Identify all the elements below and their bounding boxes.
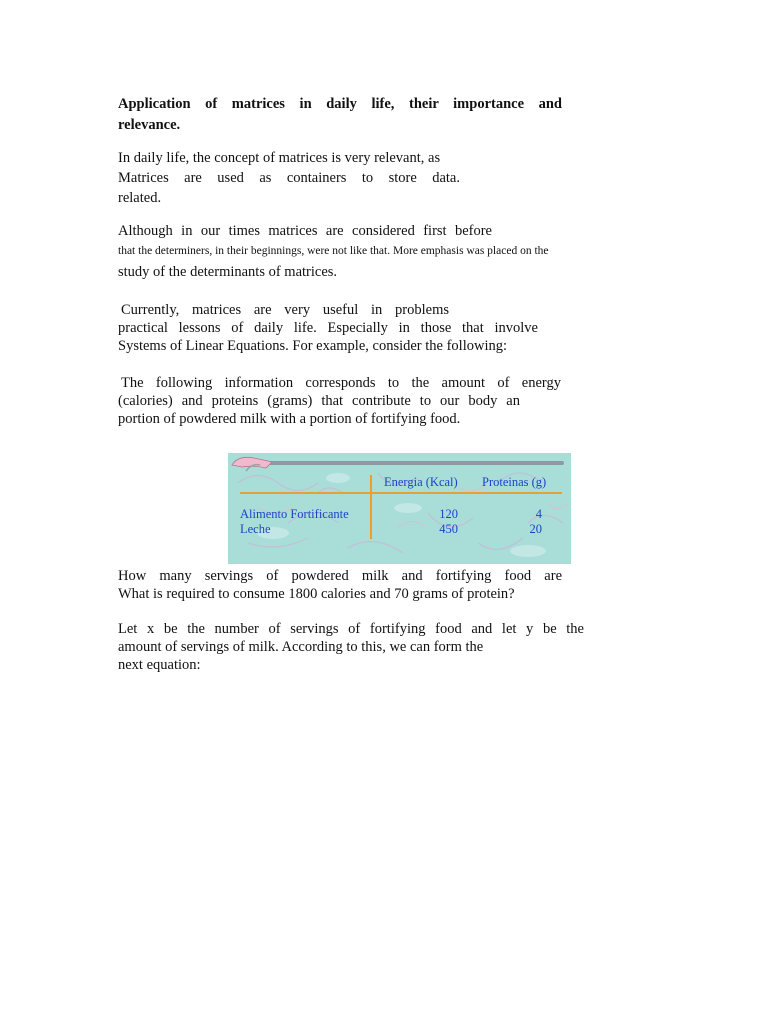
doc-title-line1: Application of matrices in daily life, their importance and [118, 96, 562, 112]
paragraph-6-line3: next equation: [118, 657, 201, 673]
paragraph-2-line3: study of the determinants of matrices. [118, 264, 338, 280]
row-energy-fortificante: 120 [439, 507, 458, 521]
row-protein-fortificante: 4 [535, 507, 542, 521]
paragraph-6-line2: amount of servings of milk. According to this, we can form the [118, 639, 484, 655]
paragraph-6-line1: Let x be the number of servings of fortifying food and let y be the [118, 621, 584, 637]
paragraph-1-line3: related. [118, 190, 162, 206]
row-protein-leche: 20 [529, 522, 542, 536]
paragraph-1-line2: Matrices are used as containers to store data. [118, 170, 460, 186]
paragraph-4-line1: The following information corresponds to the amount of energy [121, 375, 561, 391]
paragraph-2-line2: that the determiners, in their beginnings, were not like that. More emphasis was placed on the [118, 245, 549, 257]
row-label-leche: Leche [240, 522, 271, 536]
paragraph-5-line2: What is required to consume 1800 calories and 70 grams of protein? [118, 586, 515, 602]
doc-title-line2: relevance. [118, 117, 181, 133]
paragraph-1-line1: In daily life, the concept of matrices is very relevant, as [118, 150, 441, 166]
paragraph-3-line1: Currently, matrices are very useful in problems [121, 302, 449, 318]
row-energy-leche: 450 [439, 522, 458, 536]
paragraph-2-line1: Although in our times matrices are considered first before [118, 223, 492, 239]
paragraph-4-line2: (calories) and proteins (grams) that contribute to our body an [118, 393, 520, 409]
header-energy: Energia (Kcal) [384, 475, 458, 489]
row-label-fortificante: Alimento Fortificante [240, 507, 349, 521]
nutrition-table-figure [228, 453, 571, 564]
paragraph-5-line1: How many servings of powdered milk and fortifying food are [118, 568, 562, 584]
paragraph-3-line3: Systems of Linear Equations. For example, consider the following: [118, 338, 508, 354]
paragraph-4-line3: portion of powdered milk with a portion of fortifying food. [118, 411, 461, 427]
paragraph-3-line2: practical lessons of daily life. Especially in those that involve [118, 320, 538, 336]
header-protein: Proteinas (g) [482, 475, 547, 489]
